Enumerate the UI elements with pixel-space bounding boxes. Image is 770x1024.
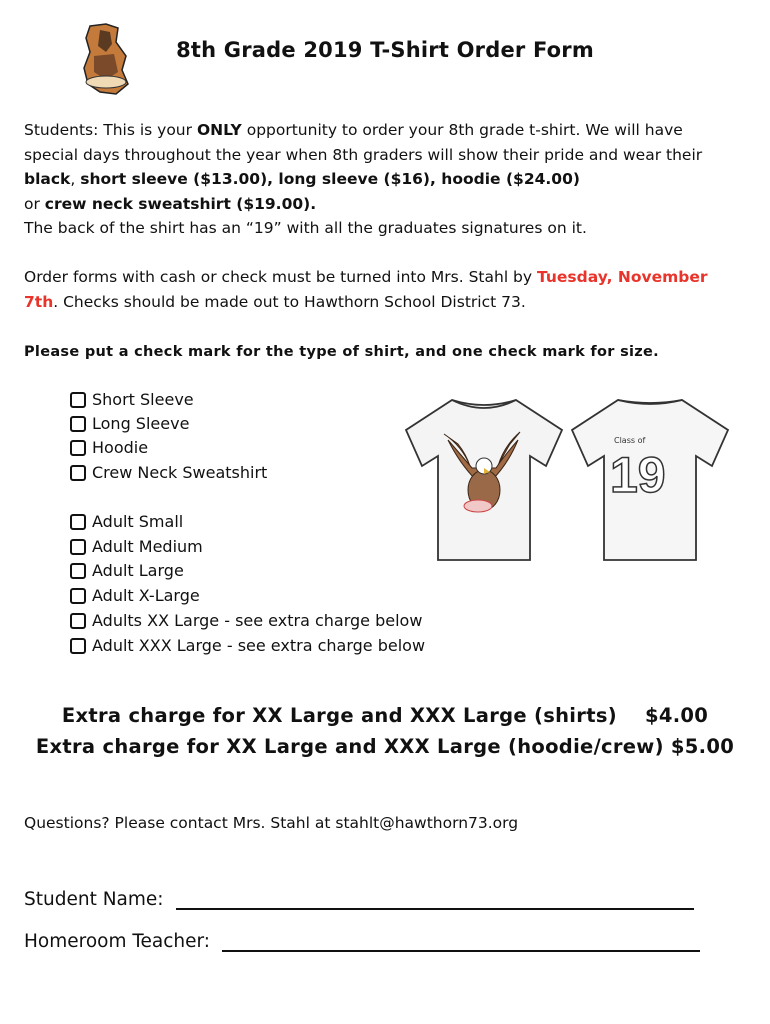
checkbox[interactable] <box>70 613 86 629</box>
option-hoodie[interactable]: Hoodie <box>70 437 148 459</box>
option-crew-neck[interactable]: Crew Neck Sweatshirt <box>70 462 267 484</box>
checkbox[interactable] <box>70 638 86 654</box>
option-long-sleeve[interactable]: Long Sleeve <box>70 413 189 435</box>
student-name-field[interactable] <box>24 888 694 910</box>
size-adult-small[interactable]: Adult Small <box>70 511 183 533</box>
size-adult-large[interactable]: Adult Large <box>70 560 184 582</box>
checkbox[interactable] <box>70 539 86 555</box>
class-of-label: Class of <box>614 436 646 445</box>
checkbox[interactable] <box>70 416 86 432</box>
checkbox[interactable] <box>70 440 86 456</box>
intro-paragraph: Students: This is your ONLY opportunity to order your 8th grade t-shirt. We will have special days throughout the year when 8th graders will show their pride and wear their black, short sleeve ($13.00), long sleeve ($16), hoodie ($24.00) or crew neck sweatshirt ($19.00). The back of the shirt has an “19” with all the graduates signatures on it. <box>24 121 703 237</box>
checkbox[interactable] <box>70 563 86 579</box>
shirt-back-image <box>566 394 734 570</box>
extra-charge-shirts: Extra charge for XX Large and XXX Large (shirts) $4.00 <box>61 704 709 727</box>
homeroom-teacher-line[interactable] <box>222 930 700 952</box>
option-short-sleeve[interactable]: Short Sleeve <box>70 389 194 411</box>
size-adult-medium[interactable]: Adult Medium <box>70 536 203 558</box>
checkbox[interactable] <box>70 588 86 604</box>
class-year: 19 <box>610 447 666 503</box>
deadline-paragraph: Order forms with cash or check must be turned into Mrs. Stahl by Tuesday, November 7th. Checks should be made out to Hawthorn School District 73. <box>24 268 708 311</box>
checkbox[interactable] <box>70 514 86 530</box>
size-adult-xlarge[interactable]: Adult X-Large <box>70 585 200 607</box>
extra-charge-hoodie: Extra charge for XX Large and XXX Large (hoodie/crew) $5.00 <box>35 735 735 758</box>
student-name-line[interactable] <box>176 888 694 910</box>
instruction-text: Please put a check mark for the type of shirt, and one check mark for size. <box>24 344 659 360</box>
homeroom-teacher-label: Homeroom Teacher: <box>24 931 211 952</box>
size-adult-xxxlarge[interactable]: Adult XXX Large - see extra charge below <box>70 635 425 657</box>
student-name-label: Student Name: <box>24 889 164 910</box>
homeroom-teacher-field[interactable] <box>24 930 700 952</box>
size-adult-xxlarge[interactable]: Adults XX Large - see extra charge below <box>70 610 422 632</box>
checkbox[interactable] <box>70 392 86 408</box>
checkbox[interactable] <box>70 465 86 481</box>
shirt-front-image <box>400 394 568 570</box>
contact-text: Questions? Please contact Mrs. Stahl at stahlt@hawthorn73.org <box>24 814 519 832</box>
page-title: 8th Grade 2019 T-Shirt Order Form <box>176 38 594 62</box>
